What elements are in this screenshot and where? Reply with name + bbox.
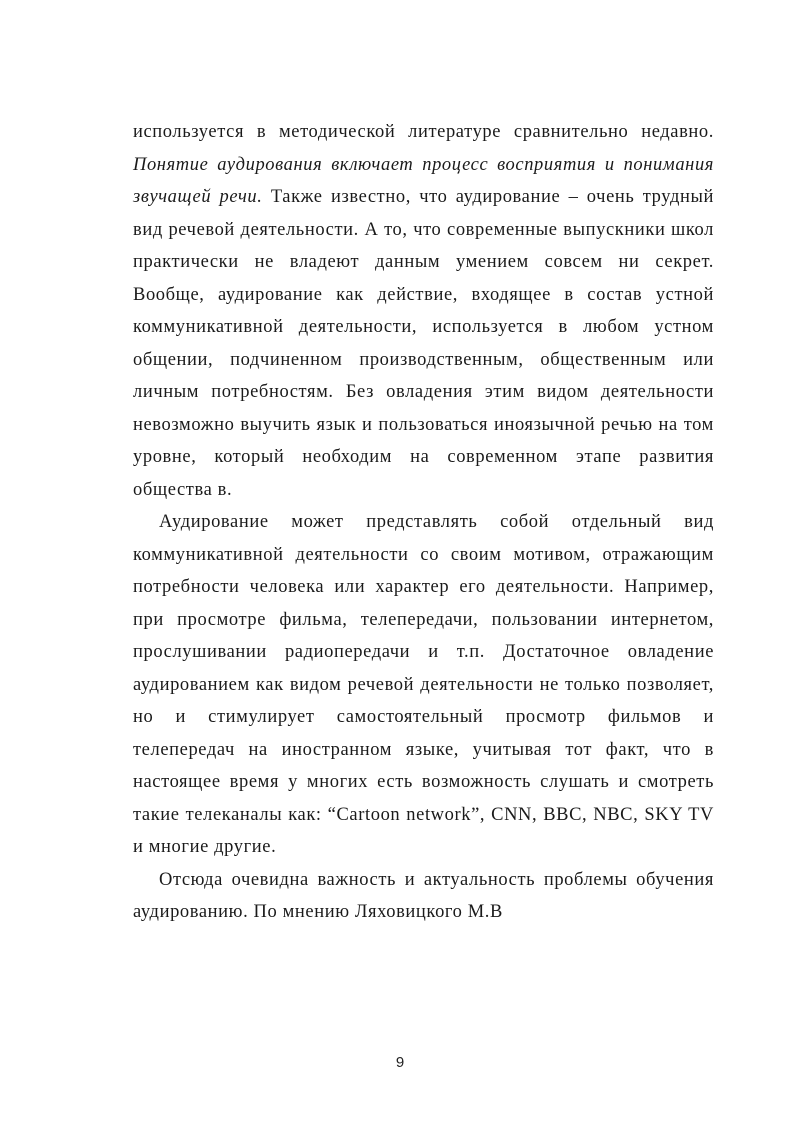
- body-text: [133, 116, 714, 929]
- paragraph-1-start: используется в методической литературе сравнительно недавно.: [133, 122, 714, 142]
- paragraph-1: [133, 116, 714, 506]
- page-number: 9: [395, 1054, 405, 1071]
- paragraph-1-italic: Понятие аудирования включает процесс восприятия и понимания звучащей речи.: [133, 154, 714, 207]
- paragraph-1-end: Также известно, что аудирование – очень трудный вид речевой деятельности. А то, что современные выпускники школ практически не владеют данным умением совсем ни секрет. Вообще, аудирование как действие, входящее в состав устной коммуникативной деятельности, используется в любом устном общении, подчиненном производственным, общественным или личным потребностям. Без овладения этим видом деятельности невозможно выучить язык и пользоваться иноязычной речью на том уровне, который необходим на современном этапе развития общества в.: [133, 187, 714, 500]
- paragraph-2: Аудирование может представлять собой отдельный вид коммуникативной деятельности со своим мотивом, отражающим потребности человека или характер его деятельности. Например, при просмотре фильма, телепередачи, пользовании интернетом, прослушивании радиопередачи и т.п. Достаточное овладение аудированием как видом речевой деятельности не только позволяет, но и стимулирует самостоятельный просмотр фильмов и телепередач на иностранном языке, учитывая тот факт, что в настоящее время у многих есть возможность слушать и смотреть такие телеканалы как: “Cartoon network”, CNN, BBC, NBC, SKY TV и многие другие.: [133, 512, 714, 857]
- paragraph-3: Отсюда очевидна важность и актуальность проблемы обучения аудированию. По мнению Ляховицкого М.В: [133, 869, 714, 922]
